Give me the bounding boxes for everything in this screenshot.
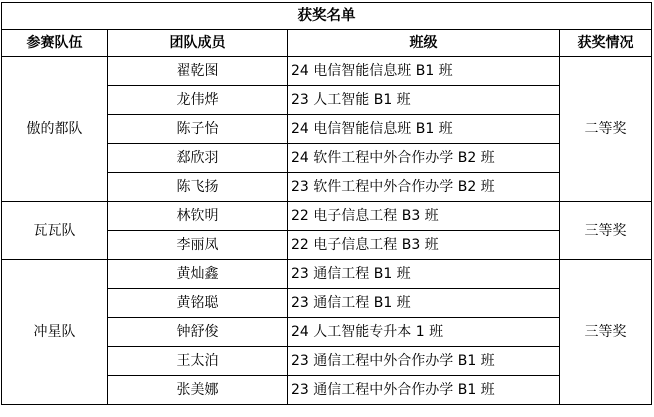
member-class: 23 软件工程中外合作办学 B2 班 (288, 173, 560, 202)
member-class: 24 软件工程中外合作办学 B2 班 (288, 144, 560, 173)
member-name: 郄欣羽 (108, 144, 288, 173)
award-table (1, 2, 652, 405)
member-class: 22 电子信息工程 B3 班 (288, 231, 560, 260)
member-name: 王太泊 (108, 347, 288, 376)
header-row (2, 30, 652, 57)
member-class: 23 人工智能 B1 班 (288, 86, 560, 115)
member-name: 陈飞扬 (108, 173, 288, 202)
header-award: 获奖情况 (560, 30, 652, 57)
member-class: 23 通信工程中外合作办学 B1 班 (288, 376, 560, 405)
member-name: 龙伟烨 (108, 86, 288, 115)
table-title: 获奖名单 (2, 3, 652, 30)
award-level: 三等奖 (560, 202, 652, 260)
table-row (2, 260, 652, 289)
member-class: 24 人工智能专升本 1 班 (288, 318, 560, 347)
table-row (2, 202, 652, 231)
header-member: 团队成员 (108, 30, 288, 57)
member-name: 黄灿鑫 (108, 260, 288, 289)
member-class: 23 通信工程 B1 班 (288, 289, 560, 318)
member-class: 23 通信工程 B1 班 (288, 260, 560, 289)
member-name: 陈子怡 (108, 115, 288, 144)
team-name: 傲的都队 (2, 57, 108, 202)
table-row (2, 57, 652, 86)
team-name: 瓦瓦队 (2, 202, 108, 260)
member-name: 林钦明 (108, 202, 288, 231)
header-class: 班级 (288, 30, 560, 57)
award-level: 三等奖 (560, 260, 652, 405)
member-name: 黄铭聪 (108, 289, 288, 318)
member-class: 23 通信工程中外合作办学 B1 班 (288, 347, 560, 376)
member-class: 22 电子信息工程 B3 班 (288, 202, 560, 231)
member-name: 张美娜 (108, 376, 288, 405)
title-row (2, 3, 652, 30)
member-class: 24 电信智能信息班 B1 班 (288, 115, 560, 144)
member-name: 李丽凤 (108, 231, 288, 260)
member-class: 24 电信智能信息班 B1 班 (288, 57, 560, 86)
member-name: 翟乾图 (108, 57, 288, 86)
team-name: 冲星队 (2, 260, 108, 405)
header-team: 参赛队伍 (2, 30, 108, 57)
member-name: 钟舒俊 (108, 318, 288, 347)
award-level: 二等奖 (560, 57, 652, 202)
